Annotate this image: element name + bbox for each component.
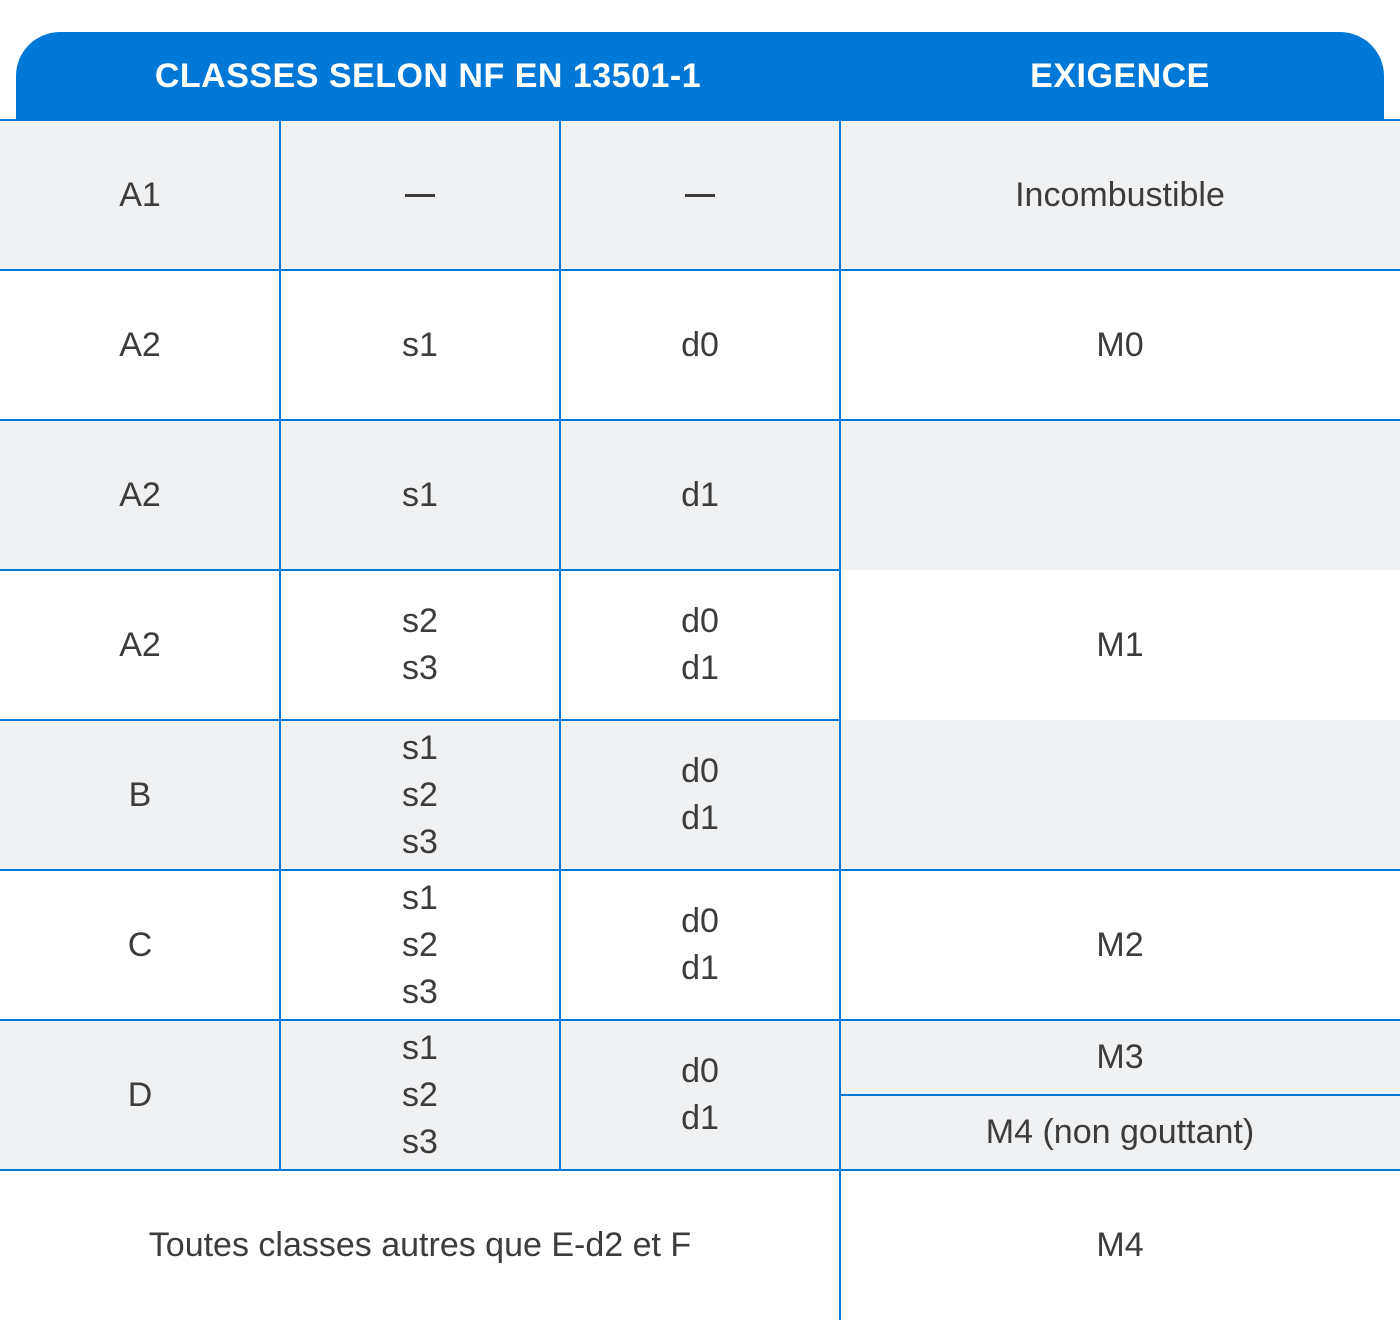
- grid-line: [0, 419, 1400, 421]
- smoke-cell: [280, 420, 560, 570]
- grid-line: [0, 869, 1400, 871]
- drops-cell: [560, 120, 840, 270]
- class-cell: A2: [0, 420, 280, 570]
- drops-cell: [560, 420, 840, 570]
- exigence-m4: M4: [840, 1170, 1400, 1320]
- drops-value: d0: [681, 1052, 719, 1090]
- grid-line: [279, 120, 281, 1170]
- drops-cell: [560, 1020, 840, 1170]
- drops-value: d1: [681, 475, 719, 514]
- header-classes: CLASSES SELON NF EN 13501-1: [154, 56, 702, 95]
- class-cell: A1: [0, 120, 280, 270]
- grid-line: [0, 569, 840, 571]
- grid-line: [0, 269, 1400, 271]
- smoke-cell: [280, 870, 560, 1020]
- smoke-cell: [280, 270, 560, 420]
- grid-line: [0, 1169, 1400, 1171]
- smoke-cell: [280, 120, 560, 270]
- drops-value: d0: [681, 752, 719, 790]
- smoke-value: s3: [402, 1122, 438, 1161]
- exigence-m0: M0: [840, 270, 1400, 420]
- smoke-value: s1: [402, 878, 438, 917]
- smoke-value: s2: [402, 775, 438, 814]
- smoke-value: s3: [402, 649, 438, 687]
- drops-cell: [560, 570, 840, 720]
- drops-value: d1: [681, 949, 719, 987]
- drops-value: d0: [681, 902, 719, 940]
- exigence-incombustible: Incombustible: [840, 120, 1400, 270]
- drops-value: d1: [681, 649, 719, 687]
- class-cell: A2: [0, 570, 280, 720]
- smoke-value: s2: [402, 602, 438, 640]
- grid-line: [839, 120, 841, 1320]
- grid-line: [0, 719, 840, 721]
- drops-value: d1: [681, 799, 719, 837]
- smoke-cell: [280, 570, 560, 720]
- drops-value: d1: [681, 1099, 719, 1137]
- smoke-value: s1: [402, 475, 438, 514]
- smoke-value: s1: [402, 728, 438, 767]
- drops-cell: [560, 270, 840, 420]
- exigence-m1: M1: [840, 570, 1400, 720]
- exigence-m4-non-gouttant: M4 (non gouttant): [840, 1095, 1400, 1170]
- smoke-cell: [280, 1020, 560, 1170]
- class-cell: D: [0, 1020, 280, 1170]
- class-cell: B: [0, 720, 280, 870]
- smoke-value: s2: [402, 925, 438, 964]
- grid-line: [559, 120, 561, 1170]
- class-cell: A2: [0, 270, 280, 420]
- smoke-value: s3: [402, 822, 438, 861]
- class-cell: C: [0, 870, 280, 1020]
- smoke-value: s2: [402, 1075, 438, 1114]
- exigence-m2: M2: [840, 870, 1400, 1020]
- exigence-m3: M3: [840, 1020, 1400, 1095]
- drops-cell: [560, 720, 840, 870]
- drops-value: d0: [681, 602, 719, 640]
- smoke-value: s3: [402, 972, 438, 1011]
- dash-mark: [405, 194, 435, 197]
- dash-mark: [685, 194, 715, 197]
- grid-line: [0, 119, 1400, 121]
- drops-cell: [560, 870, 840, 1020]
- exigence-blank-a: [840, 420, 1400, 570]
- smoke-cell: [280, 720, 560, 870]
- drops-value: d0: [681, 325, 719, 364]
- grid-line: [0, 1019, 1400, 1021]
- header-exigence: EXIGENCE: [1030, 56, 1210, 95]
- smoke-value: s1: [402, 325, 438, 364]
- footer-classes-text: Toutes classes autres que E-d2 et F: [0, 1170, 840, 1320]
- exigence-blank-b: [840, 720, 1400, 870]
- smoke-value: s1: [402, 1028, 438, 1067]
- grid-line: [840, 1094, 1400, 1096]
